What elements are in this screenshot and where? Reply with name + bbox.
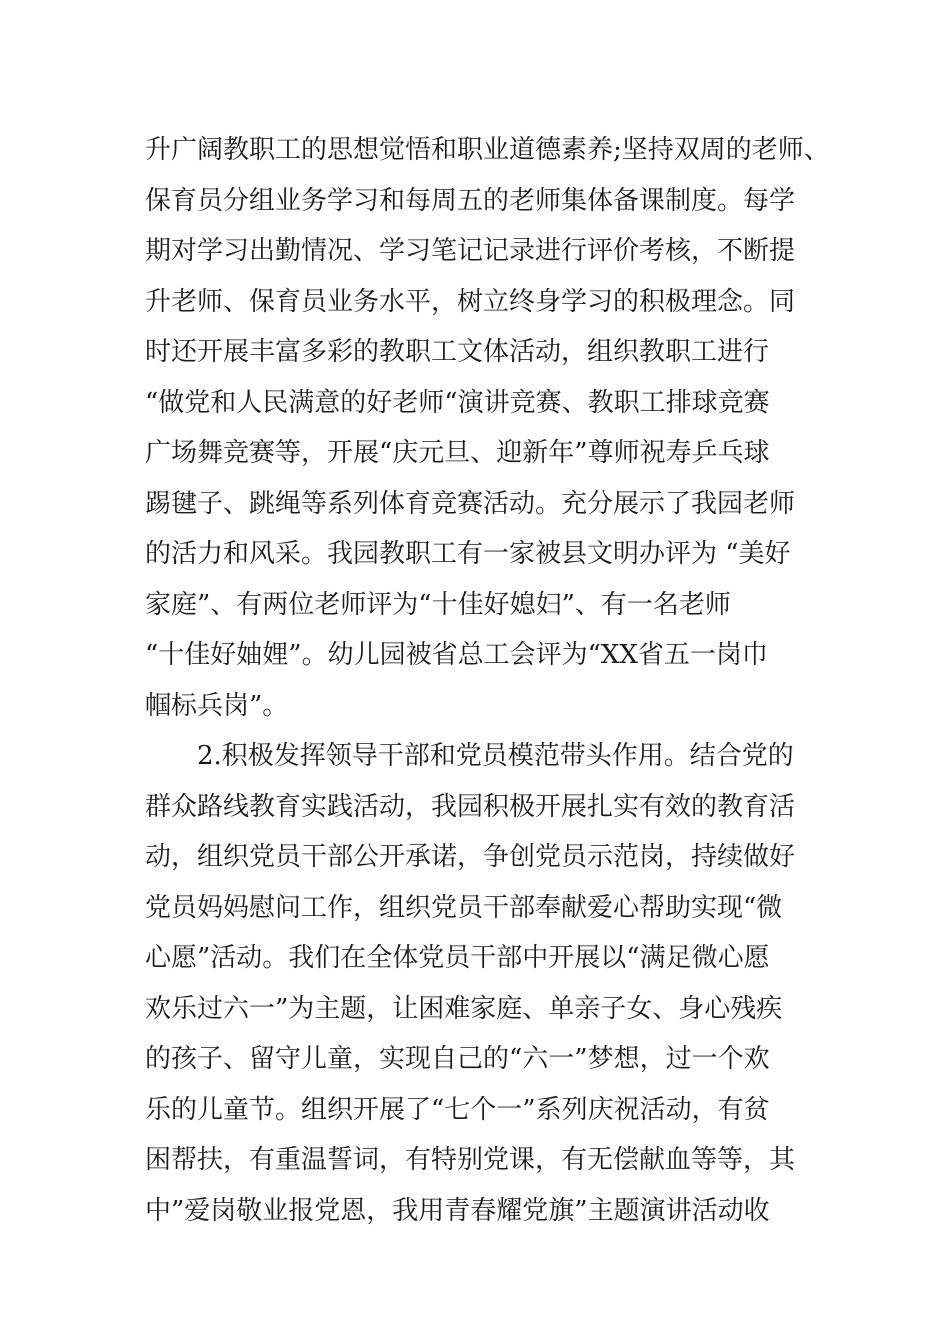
text-line: 帼标兵岗”。	[145, 690, 289, 721]
text-line: 广场舞竞赛等，开展“庆元旦、迎新年”尊师祝寿乒乓球	[145, 438, 770, 468]
text-line: 保育员分组业务学习和每周五的老师集体备课制度。每学	[145, 185, 796, 216]
text-line: 中”爱岗敬业报党恩，我用青春耀党旗”主题演讲活动收	[145, 1195, 770, 1226]
paragraph-1	[145, 125, 830, 731]
text-line: 困帮扶，有重温誓词，有特别党课，有无偿献血等等，其	[145, 1145, 796, 1175]
text-line: 升老师、保育员业务水平，树立终身学习的积极理念。同	[145, 286, 796, 317]
text-line: 的活力和风采。我园教职工有一家被县文明办评为 “美好	[145, 539, 791, 569]
text-line: 踢毽子、跳绳等系列体育竞赛活动。充分展示了我园老师	[145, 488, 796, 519]
text-line: 动，组织党员干部公开承诺，争创党员示范岗，持续做好	[145, 842, 796, 872]
text-line: 时还开展丰富多彩的教职工文体活动，组织教职工进行	[145, 337, 770, 367]
text-line: “十佳好妯娌”。幼儿园被省总工会评为“XX省五一岗巾	[145, 640, 768, 670]
text-line: 群众路线教育实践活动，我园积极开展扎实有效的教育活	[145, 791, 796, 822]
text-line: 心愿”活动。我们在全体党员干部中开展以“满足微心愿	[145, 943, 770, 973]
document-body	[145, 125, 830, 1236]
text-line: 家庭”、有两位老师评为“十佳好媳妇”、有一名老师	[145, 589, 731, 620]
text-line: 2.积极发挥领导干部和党员模范带头作用。结合党的	[197, 741, 794, 771]
text-line: 升广阔教职工的思想觉悟和职业道德素养;坚持双周的老师、	[145, 135, 830, 165]
text-line: 欢乐过六一”为主题，让困难家庭、单亲子女、身心残疾	[145, 993, 783, 1024]
text-line: 党员妈妈慰问工作，组织党员干部奉献爱心帮助实现“微	[145, 892, 783, 923]
text-line: 期对学习出勤情况、学习笔记记录进行评价考核，不断提	[145, 236, 796, 266]
paragraph-2	[145, 731, 815, 1236]
text-line: “做党和人民满意的好老师“演讲竞赛、教职工排球竞赛	[145, 387, 770, 418]
text-line: 的孩子、留守儿童，实现自己的“六一”梦想，过一个欢	[145, 1044, 770, 1074]
text-line: 乐的儿童节。组织开展了“七个一”系列庆祝活动，有贫	[145, 1094, 770, 1125]
